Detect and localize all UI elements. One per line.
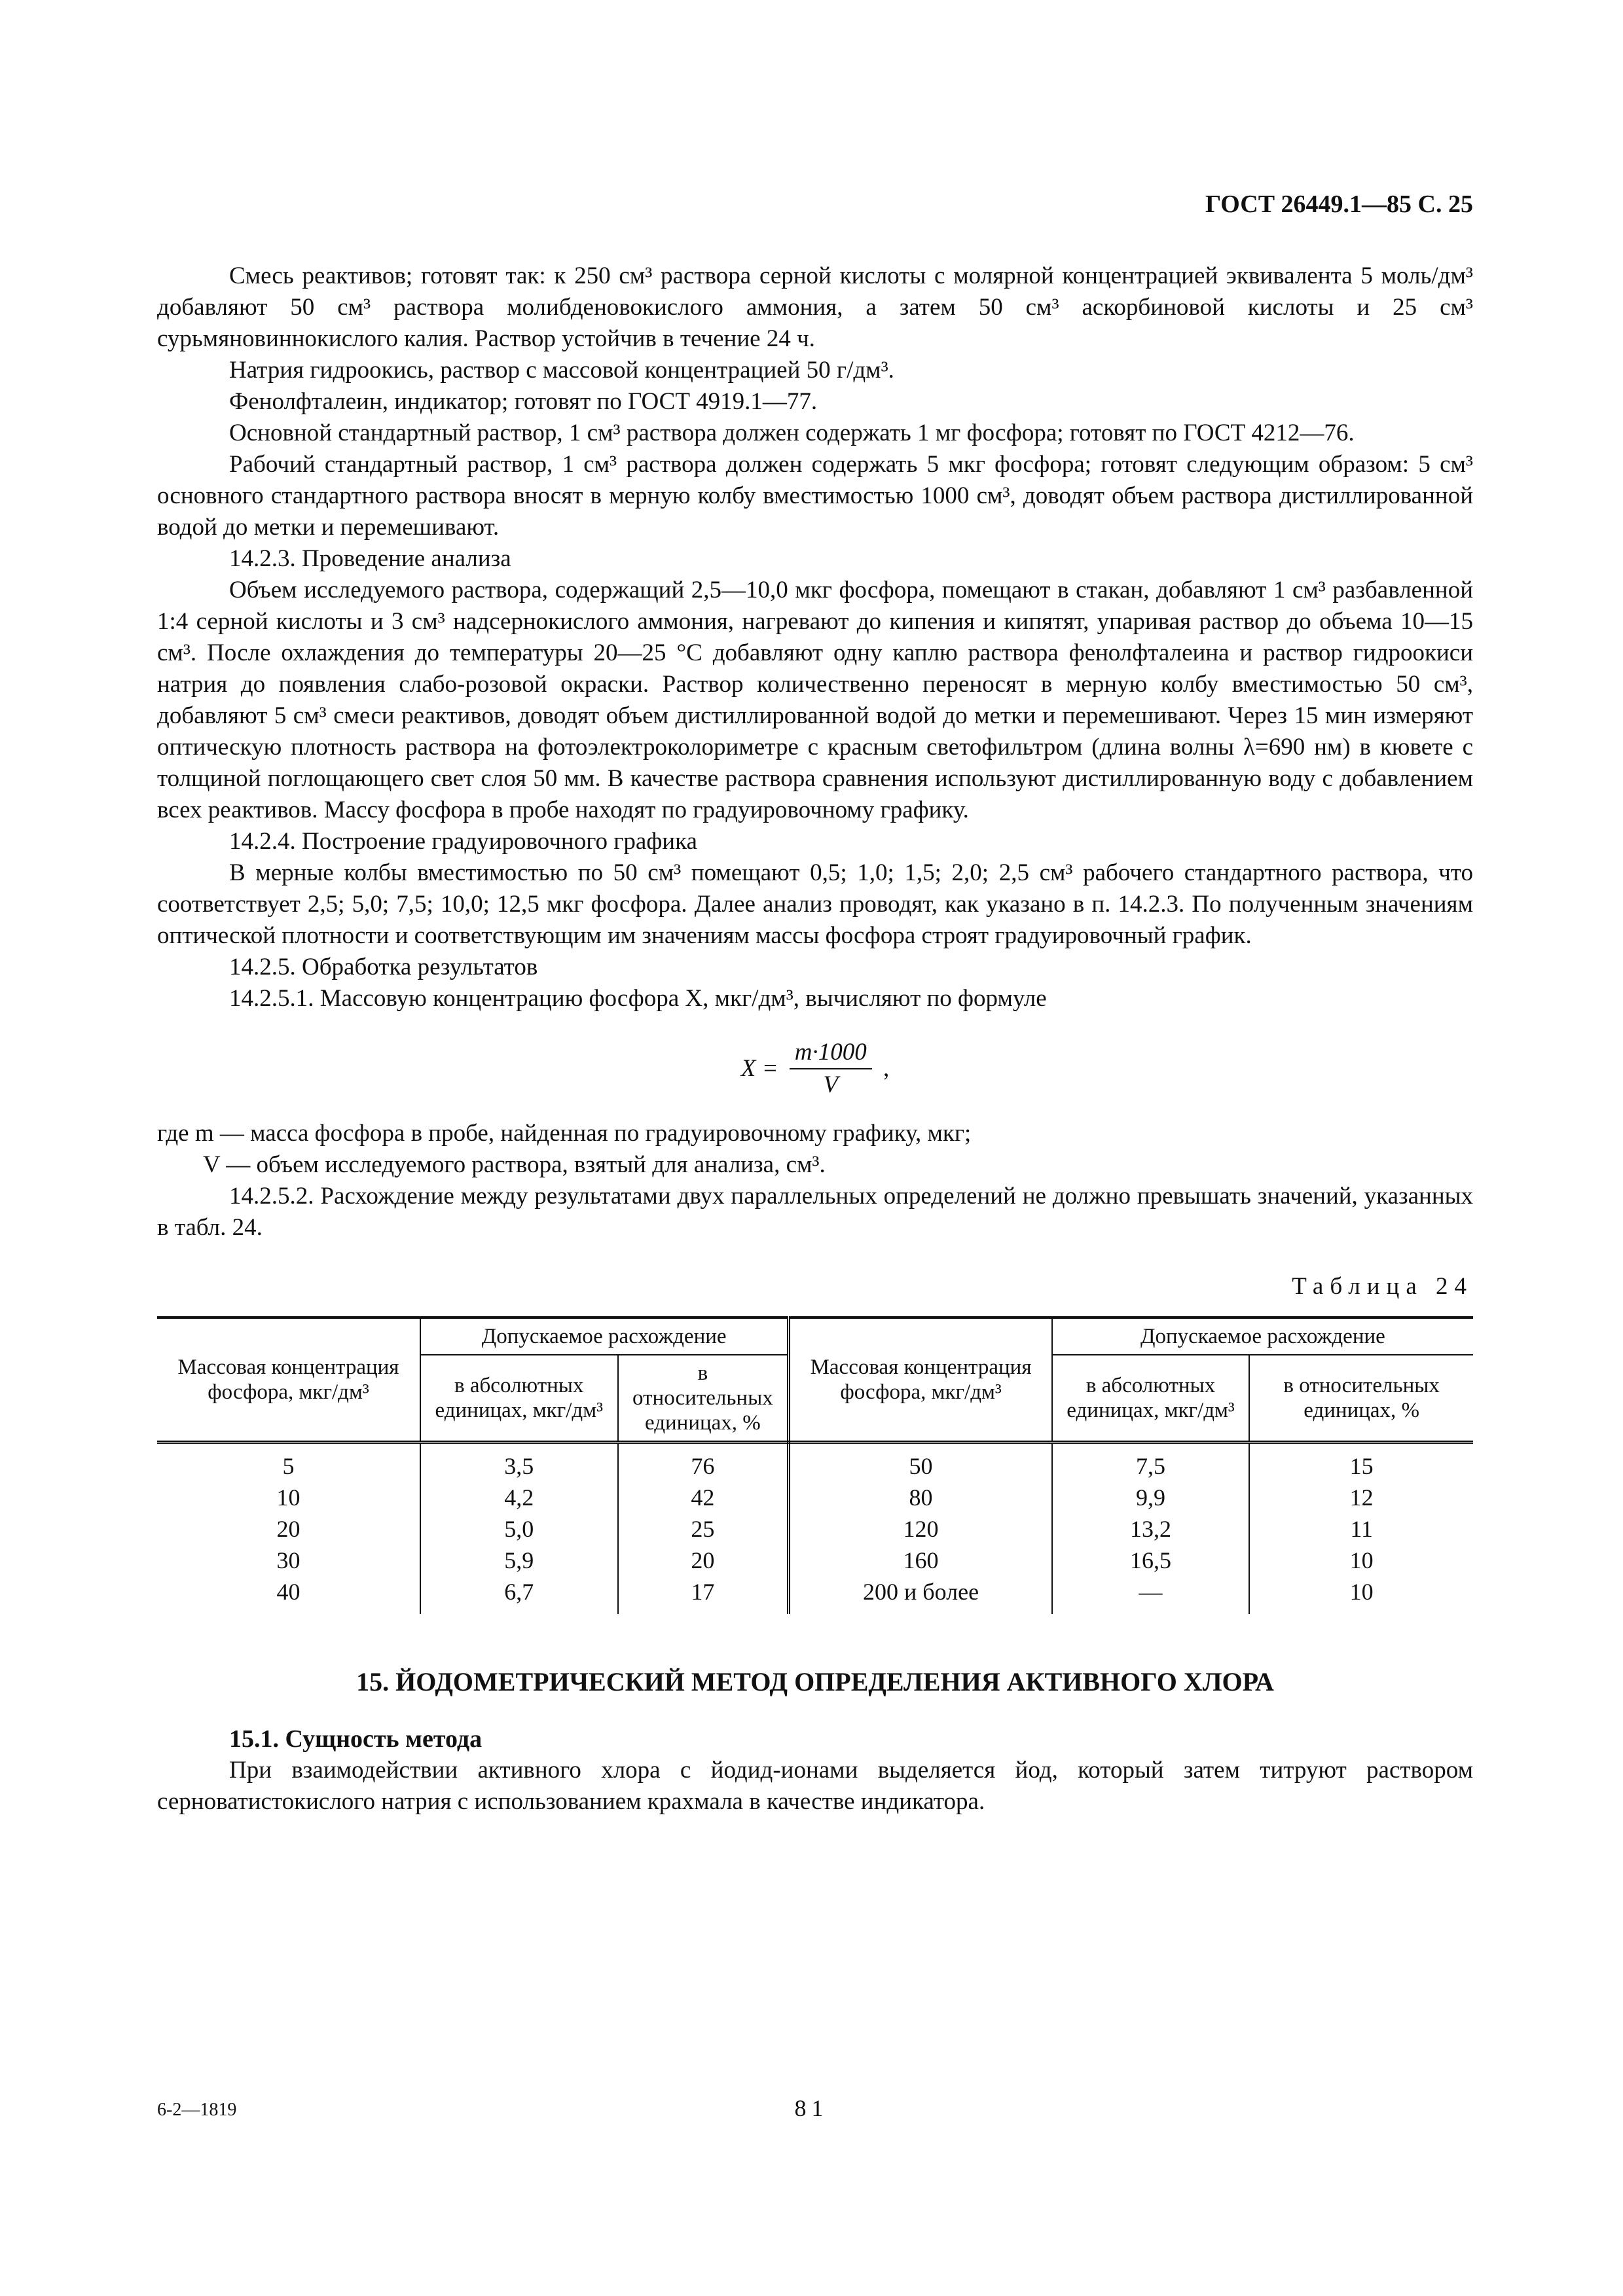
cell-abs: 4,2 xyxy=(420,1482,618,1513)
cell-abs: 13,2 xyxy=(1052,1513,1250,1545)
formula-fraction xyxy=(790,1037,872,1101)
paragraph-14-2-5-1: 14.2.5.1. Массовую концентрацию фосфора X, мкг/дм³, вычисляют по формуле xyxy=(229,985,1047,1012)
th-abs-right: в абсолютных единицах, мкг/дм³ xyxy=(1052,1355,1250,1443)
cell-conc: 80 xyxy=(789,1482,1052,1513)
cell-conc: 200 и более xyxy=(789,1576,1052,1614)
table-row xyxy=(157,1443,1473,1482)
cell-abs: 3,5 xyxy=(420,1443,618,1482)
cell-rel: 42 xyxy=(618,1482,789,1513)
cell-rel: 10 xyxy=(1249,1576,1473,1614)
cell-conc: 160 xyxy=(789,1545,1052,1576)
cell-abs: 5,0 xyxy=(420,1513,618,1545)
cell-rel: 12 xyxy=(1249,1482,1473,1513)
page-header: ГОСТ 26449.1—85 С. 25 xyxy=(1205,190,1473,218)
paragraph-14-2-5-2: 14.2.5.2. Расхождение между результатами двух параллельных определений не должно превышать значений, указанных в табл. 24. xyxy=(157,1183,1473,1241)
formula-denominator: V xyxy=(823,1071,839,1098)
cell-conc: 20 xyxy=(276,1516,301,1542)
table-row xyxy=(157,1513,1473,1545)
cell-rel: 15 xyxy=(1249,1443,1473,1482)
table-row xyxy=(157,1545,1473,1576)
table-row xyxy=(157,1482,1473,1513)
cell-rel: 20 xyxy=(618,1545,789,1576)
subsection-15-1-title: 15.1. Сущность метода xyxy=(229,1725,483,1753)
cell-abs: 5,9 xyxy=(420,1545,618,1576)
cell-rel: 25 xyxy=(618,1513,789,1545)
cell-conc: 50 xyxy=(789,1443,1052,1482)
paragraph-15-1: При взаимодействии активного хлора с йодид-ионами выделяется йод, который затем титруют раствором серноватистокислого натрия с использованием крахмала в качестве индикатора. xyxy=(157,1757,1473,1815)
paragraph-analysis-procedure: Объем исследуемого раствора, содержащий 2,5—10,0 мкг фосфора, помещают в стакан, добавляют 1 см³ разбавленной 1:4 серной кислоты и 3 см³ надсернокислого аммония, нагревают до кипения и кипятят, упаривая раствор до объема 10—15 см³. После охлаждения до температуры 20—25 °С добавляют одну каплю раствора фенолфталеина и раствор гидроокиси натрия до появления слабо-розовой окраски. Раствор количественно переносят в мерную колбу вместимостью 50 см³, добавляют 5 см³ смеси реактивов, доводят объем дистиллированной водой до метки и перемешивают. Через 15 мин измеряют оптическую плотность раствора на фотоэлектроколориметре с красным светофильтром (длина волны λ=690 нм) в кювете с толщиной поглощающего свет слоя 50 мм. В качестве раствора сравнения используют дистиллированную воду с добавлением всех реактивов. Массу фосфора в пробе находят по градуировочному графику. xyxy=(157,577,1473,823)
th-allowed-right: Допускаемое расхождение xyxy=(1052,1318,1473,1355)
cell-abs: — xyxy=(1052,1576,1250,1614)
where-line-m: где m — масса фосфора в пробе, найденная по градуировочному графику, мкг; xyxy=(157,1120,972,1147)
cell-rel: 17 xyxy=(618,1576,789,1614)
cell-abs: 6,7 xyxy=(420,1576,618,1614)
table-24 xyxy=(157,1316,1473,1614)
cell-conc: 120 xyxy=(789,1513,1052,1545)
formula-lhs: X = xyxy=(740,1055,778,1082)
cell-rel: 10 xyxy=(1249,1545,1473,1576)
document-page xyxy=(157,190,1473,1818)
paragraph-calibration: В мерные колбы вместимостью по 50 см³ помещают 0,5; 1,0; 1,5; 2,0; 2,5 см³ рабочего стандартного раствора, что соответствует 2,5; 5,0; 7,5; 10,0; 12,5 мкг фосфора. Далее анализ проводят, как указано в п. 14.2.3. По полученным значениям оптической плотности и соответствующим им значениям массы фосфора строят градуировочный график. xyxy=(157,859,1473,949)
th-abs-left: в абсолютных единицах, мкг/дм³ xyxy=(420,1355,618,1443)
cell-conc: 5 xyxy=(282,1453,295,1479)
formula-block xyxy=(157,1037,1473,1101)
cell-conc: 10 xyxy=(276,1484,301,1511)
table-row xyxy=(157,1576,1473,1614)
cell-conc: 40 xyxy=(276,1579,301,1605)
th-allowed-left: Допускаемое расхождение xyxy=(420,1318,789,1355)
formula-numerator: m·1000 xyxy=(790,1037,872,1069)
paragraph-reagent-mix: Смесь реактивов; готовят так: к 250 см³ раствора серной кислоты с молярной концентрацией эквивалента 5 моль/дм³ добавляют 50 см³ раствора молибденовокислого аммония, а затем 50 см³ аскорбиновой кислоты и 25 см³ сурьмяновиннокислого калия. Раствор устойчив в течение 24 ч. xyxy=(157,262,1473,352)
paragraph-working-standard: Рабочий стандартный раствор, 1 см³ раствора должен содержать 5 мкг фосфора; готовят следующим образом: 5 см³ основного стандартного раствора вносят в мерную колбу вместимостью 1000 см³, доводят объем раствора дистиллированной водой до метки и перемешивают. xyxy=(157,451,1473,541)
cell-abs: 16,5 xyxy=(1052,1545,1250,1576)
th-rel-right: в относительных единицах, % xyxy=(1249,1355,1473,1443)
where-line-v: V — объем исследуемого раствора, взятый для анализа, см³. xyxy=(203,1151,826,1178)
cell-abs: 9,9 xyxy=(1052,1482,1250,1513)
page-number: 81 xyxy=(794,2095,829,2121)
heading-14-2-3: 14.2.3. Проведение анализа xyxy=(229,545,511,572)
heading-14-2-4: 14.2.4. Построение градуировочного графика xyxy=(229,828,697,855)
heading-14-2-5: 14.2.5. Обработка результатов xyxy=(229,954,538,980)
table-header-row-1 xyxy=(157,1318,1473,1355)
th-conc-left: Массовая концентрация фосфора, мкг/дм³ xyxy=(157,1318,420,1443)
th-conc-right: Массовая концентрация фосфора, мкг/дм³ xyxy=(789,1318,1052,1443)
paragraph-phenolphthalein: Фенолфталеин, индикатор; готовят по ГОСТ 4919.1—77. xyxy=(229,388,818,415)
table-caption: Таблица 24 xyxy=(1292,1273,1473,1300)
cell-conc: 30 xyxy=(276,1547,301,1573)
paragraph-base-standard: Основной стандартный раствор, 1 см³ раствора должен содержать 1 мг фосфора; готовят по ГОСТ 4212—76. xyxy=(229,420,1355,446)
formula-tail: , xyxy=(883,1055,890,1082)
cell-rel: 11 xyxy=(1249,1513,1473,1545)
cell-rel: 76 xyxy=(618,1443,789,1482)
footer-print-code: 6-2—1819 xyxy=(157,2100,237,2120)
section-15-title: 15. ЙОДОМЕТРИЧЕСКИЙ МЕТОД ОПРЕДЕЛЕНИЯ АКТИВНОГО ХЛОРА xyxy=(356,1667,1274,1696)
th-rel-left: в относительных единицах, % xyxy=(618,1355,789,1443)
cell-abs: 7,5 xyxy=(1052,1443,1250,1482)
paragraph-sodium-hydroxide: Натрия гидроокись, раствор с массовой концентрацией 50 г/дм³. xyxy=(229,357,894,384)
